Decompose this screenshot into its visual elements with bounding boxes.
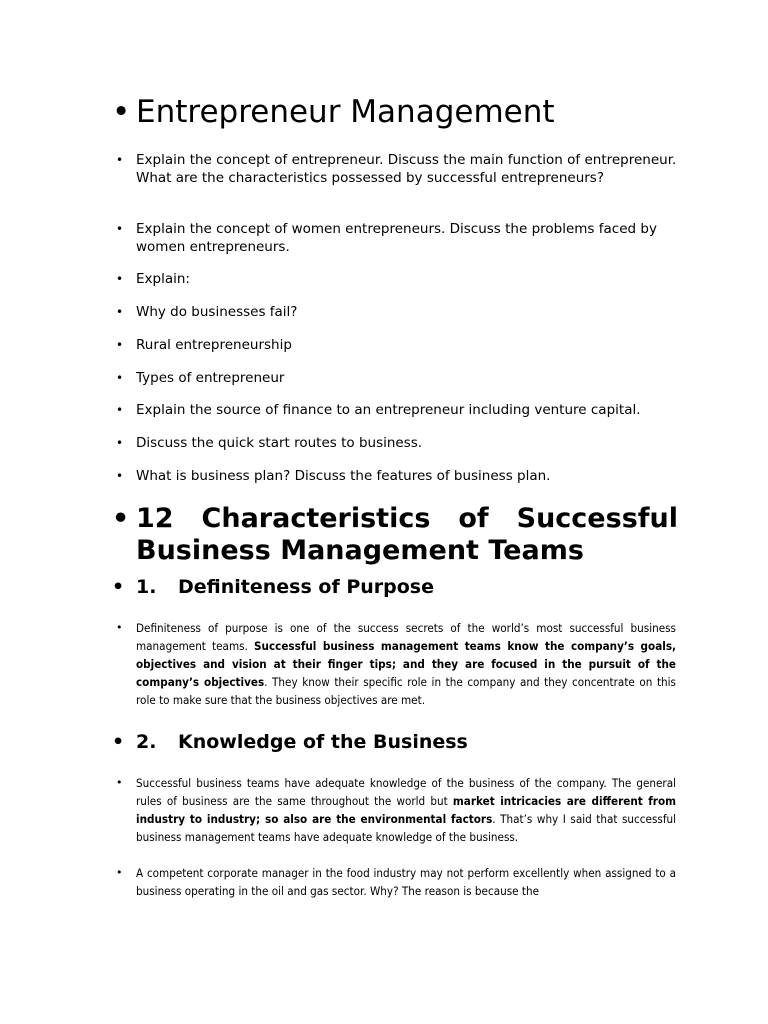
bullet: • bbox=[116, 403, 124, 417]
paragraph-item bbox=[112, 619, 678, 711]
list-item bbox=[112, 151, 678, 205]
bullet: • bbox=[116, 621, 123, 634]
paragraph-text: A competent corporate manager in the food industry may not perform excellently when assigned to a business operating in the oil and gas sector. Why? The reason is because the bbox=[136, 866, 676, 898]
bullet: • bbox=[116, 371, 124, 385]
section-heading-definiteness bbox=[112, 575, 678, 599]
bullet: • bbox=[116, 776, 123, 789]
list-item-text: Explain: bbox=[136, 271, 190, 287]
list-item-text: Discuss the quick start routes to business. bbox=[136, 435, 423, 451]
bullet: • bbox=[116, 436, 124, 450]
list-item bbox=[112, 220, 678, 256]
paragraph-text bbox=[136, 774, 676, 846]
list-item-text: Explain the concept of entrepreneur. Discuss the main function of entrepreneur. What are the characteristics possessed by successful entrepreneurs? bbox=[136, 152, 677, 186]
bullet: • bbox=[116, 272, 124, 286]
list-item bbox=[112, 434, 678, 452]
paragraph-run: . That’s why I said that successful business management teams have adequate knowledge of the business. bbox=[136, 812, 677, 844]
bullet: • bbox=[116, 338, 124, 352]
bullet: • bbox=[116, 153, 124, 167]
list-item-text: Types of entrepreneur bbox=[136, 370, 285, 386]
list-item bbox=[112, 270, 678, 288]
section-number: 1. bbox=[136, 576, 157, 598]
bullet: • bbox=[112, 94, 131, 130]
bullet: • bbox=[112, 503, 130, 534]
heading-text: Entrepreneur Management bbox=[136, 94, 555, 130]
bullet: • bbox=[116, 866, 123, 879]
paragraph-run-bold: market intricacies are different from industry to industry; so also are the environmental factors bbox=[136, 794, 676, 826]
section-title: Definiteness of Purpose bbox=[178, 576, 434, 598]
section-number: 2. bbox=[136, 731, 157, 753]
bullet: • bbox=[116, 305, 124, 319]
paragraph-text bbox=[136, 619, 676, 709]
list-item-text: Rural entrepreneurship bbox=[136, 337, 292, 353]
bullet: • bbox=[116, 222, 124, 236]
list-item-text: Why do businesses fail? bbox=[136, 304, 298, 320]
heading-12-characteristics bbox=[112, 503, 678, 569]
bullet: • bbox=[112, 576, 125, 598]
paragraph-run: Successful business teams have adequate knowledge of the business of the company. The general rules of business are the same throughout the world but bbox=[136, 776, 676, 808]
paragraph-run: . They know their specific role in the company and they concentrate on this role to make sure that the business objectives are met. bbox=[136, 675, 676, 707]
list-item-text: What is business plan? Discuss the features of business plan. bbox=[136, 468, 551, 484]
list-item-text: Explain the source of finance to an entrepreneur including venture capital. bbox=[136, 402, 641, 418]
heading-entrepreneur-management bbox=[112, 94, 678, 130]
paragraph-item bbox=[112, 864, 678, 904]
paragraph-run: Definiteness of purpose is one of the success secrets of the world’s most successful business management teams. bbox=[136, 621, 676, 653]
list-item-text: Explain the concept of women entrepreneurs. Discuss the problems faced by women entrepreneurs. bbox=[136, 221, 657, 255]
bullet: • bbox=[112, 731, 125, 753]
heading-text: 12 Characteristics of Successful Business Management Teams bbox=[136, 503, 678, 566]
list-item bbox=[112, 336, 678, 354]
section-title: Knowledge of the Business bbox=[178, 731, 468, 753]
bullet: • bbox=[116, 469, 124, 483]
section-heading-knowledge bbox=[112, 730, 678, 754]
paragraph-run-bold: Successful business management teams know the company’s goals, objectives and vision at their finger tips; and they are focused in the pursuit of the company’s objectives bbox=[136, 639, 676, 689]
list-item bbox=[112, 369, 678, 387]
list-item bbox=[112, 467, 678, 485]
list-item bbox=[112, 401, 678, 419]
paragraph-item bbox=[112, 774, 678, 848]
list-item bbox=[112, 303, 678, 321]
